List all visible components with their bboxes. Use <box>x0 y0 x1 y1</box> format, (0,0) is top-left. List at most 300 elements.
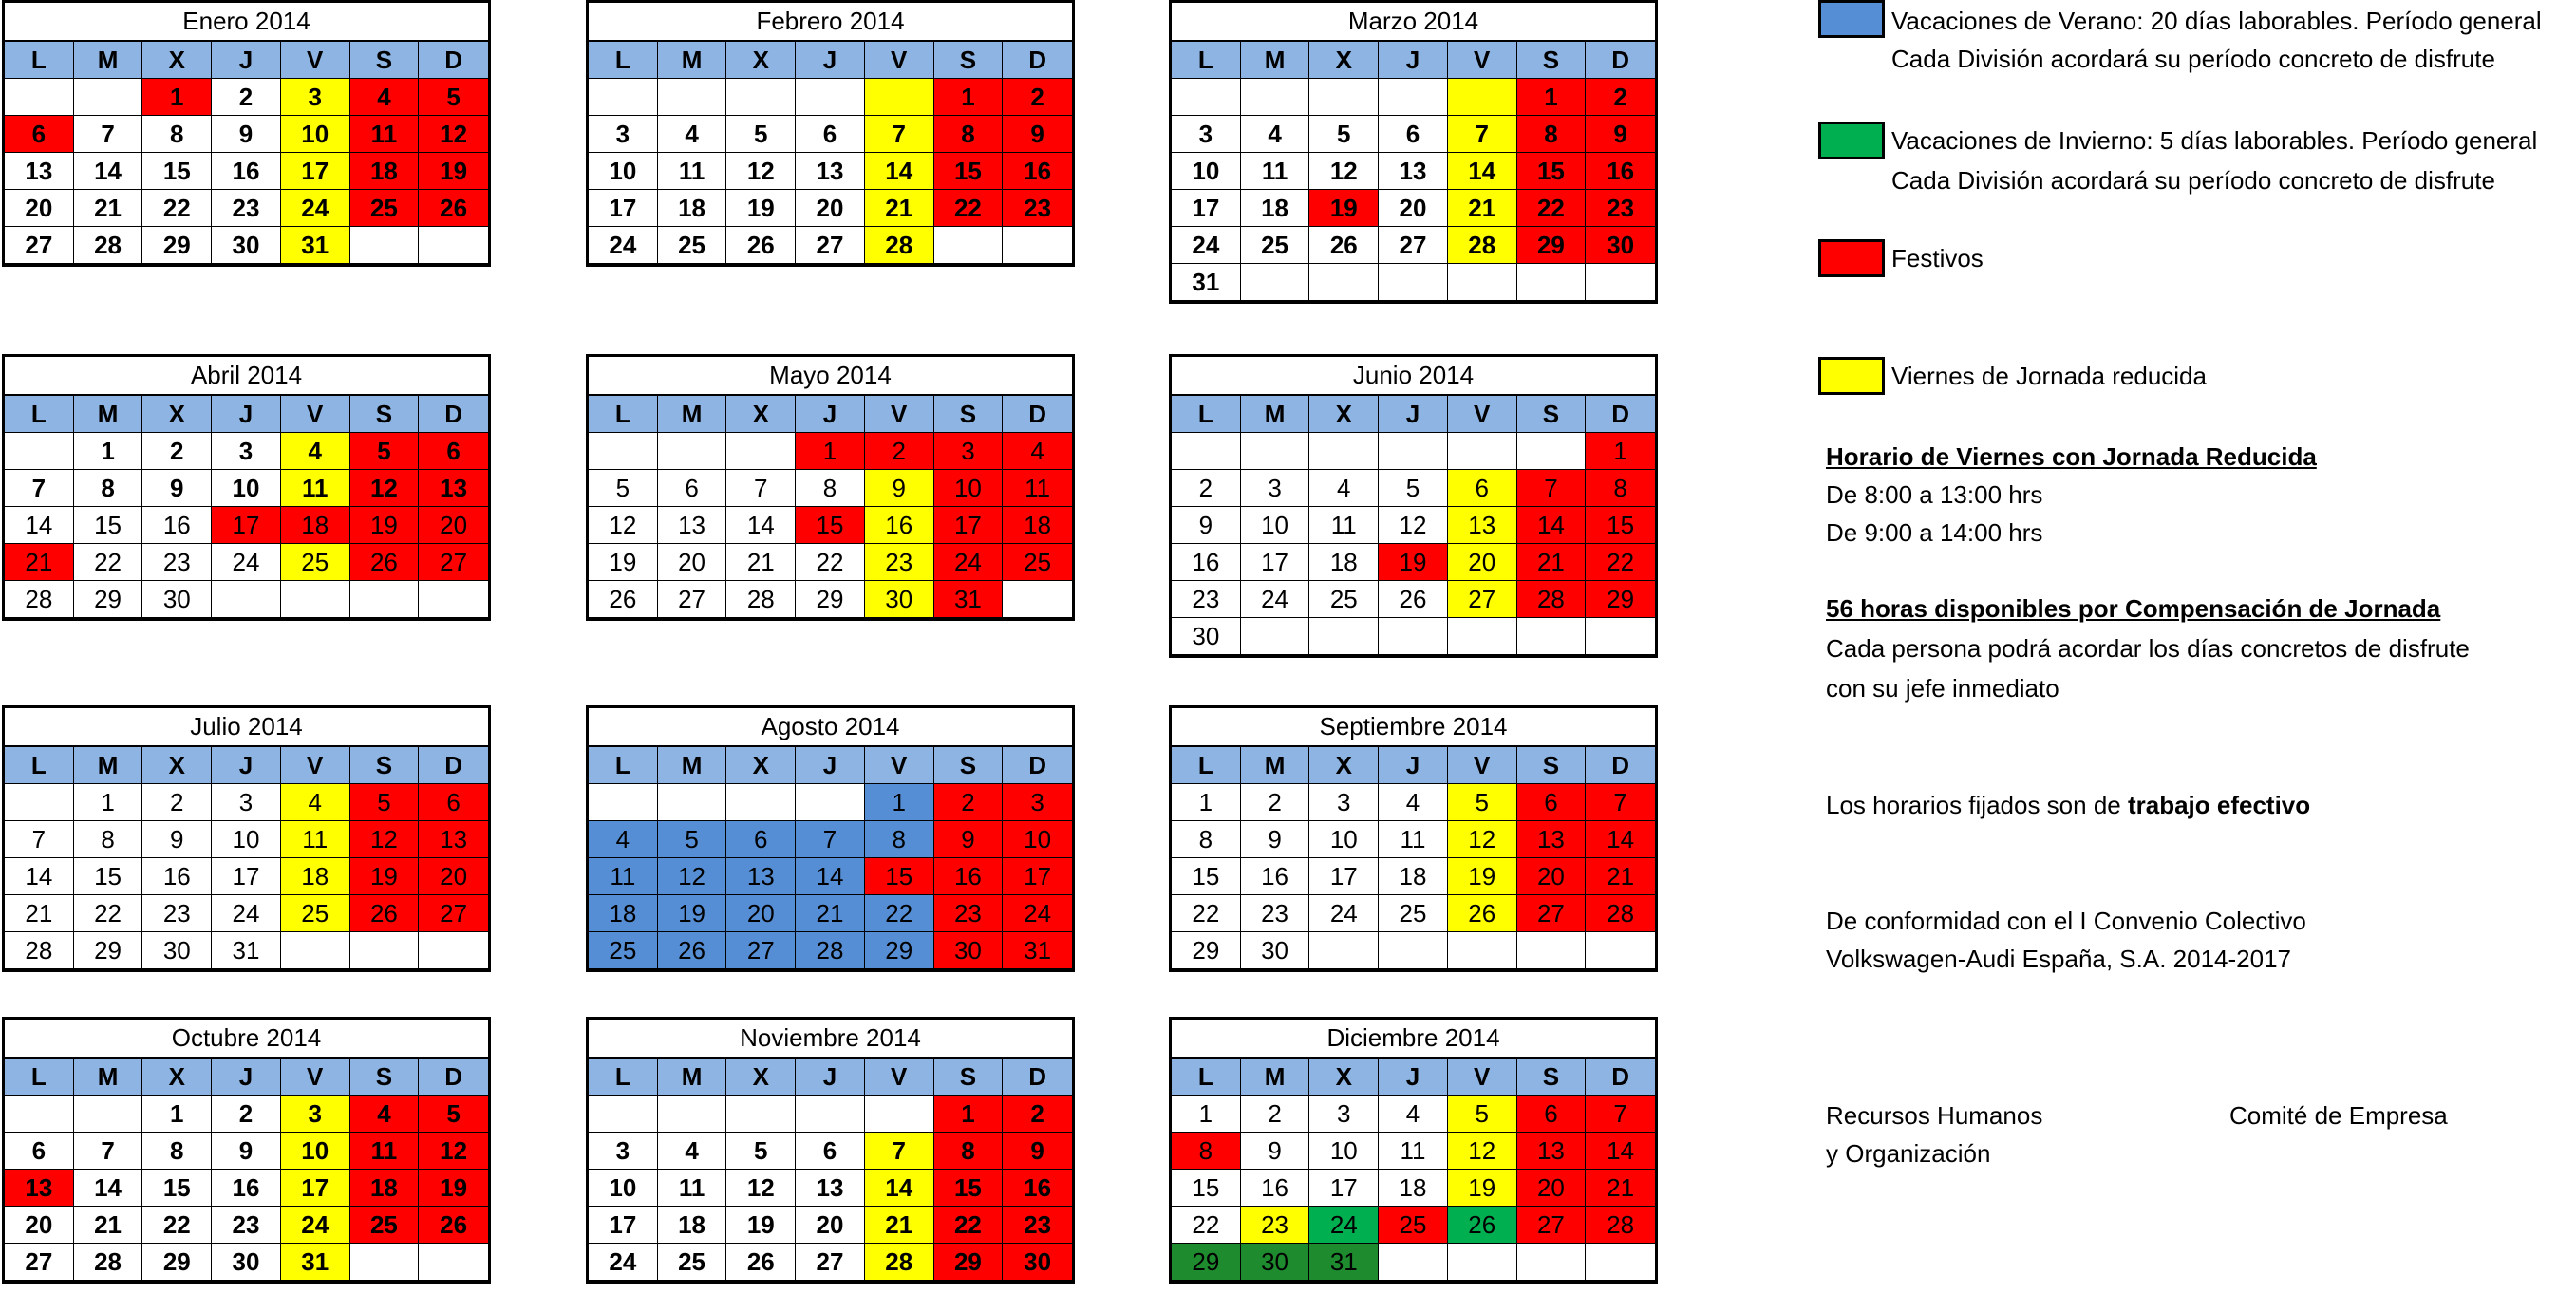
day-cell: 16 <box>1172 544 1241 581</box>
month-calendar <box>586 354 1075 621</box>
day-cell: 26 <box>1379 581 1448 618</box>
weekday-header: J <box>212 42 281 79</box>
day-cell: 9 <box>1003 116 1072 153</box>
day-cell: 15 <box>74 507 143 544</box>
rrhh-line1: Recursos Humanos <box>1826 1101 2043 1130</box>
horario-line2: De 9:00 a 14:00 hrs <box>1826 518 2043 547</box>
day-cell: 14 <box>1517 507 1587 544</box>
weekday-header: M <box>658 747 727 784</box>
day-cell: 20 <box>5 190 74 227</box>
day-cell: 21 <box>74 1207 143 1244</box>
day-cell: 23 <box>1003 190 1072 227</box>
empty-day-cell <box>1379 1244 1448 1281</box>
day-cell: 18 <box>658 1207 727 1244</box>
month-title: Noviembre 2014 <box>589 1020 1072 1059</box>
day-cell: 26 <box>589 581 658 618</box>
day-cell: 18 <box>1003 507 1072 544</box>
day-cell: 20 <box>796 1207 865 1244</box>
empty-day-cell <box>350 581 420 618</box>
day-cell: 26 <box>350 544 420 581</box>
empty-day-cell <box>726 433 796 470</box>
day-cell: 1 <box>1586 433 1655 470</box>
day-cell: 19 <box>589 544 658 581</box>
day-cell: 21 <box>796 895 865 932</box>
day-cell: 5 <box>350 784 420 821</box>
day-cell: 30 <box>1003 1244 1072 1281</box>
day-cell: 9 <box>142 821 212 858</box>
day-cell: 22 <box>1586 544 1655 581</box>
month-title: Marzo 2014 <box>1172 3 1655 42</box>
weekday-header: L <box>1172 42 1241 79</box>
day-cell: 5 <box>1379 470 1448 507</box>
day-cell: 16 <box>1003 1170 1072 1207</box>
day-cell: 10 <box>589 1170 658 1207</box>
day-cell: 23 <box>212 1207 281 1244</box>
day-cell: 5 <box>419 79 488 116</box>
day-cell: 22 <box>142 1207 212 1244</box>
day-cell: 17 <box>212 858 281 895</box>
weekday-header: L <box>589 396 658 433</box>
day-cell: 29 <box>934 1244 1004 1281</box>
weekday-header: M <box>658 1059 727 1096</box>
day-cell: 20 <box>419 858 488 895</box>
day-cell: 27 <box>796 227 865 264</box>
weekday-header: V <box>865 747 934 784</box>
day-cell: 29 <box>1517 227 1587 264</box>
day-cell: 15 <box>1586 507 1655 544</box>
empty-day-cell <box>1586 618 1655 655</box>
day-cell: 16 <box>142 507 212 544</box>
day-cell: 20 <box>796 190 865 227</box>
month-calendar <box>586 0 1075 267</box>
day-cell: 12 <box>1448 1133 1517 1170</box>
day-cell: 4 <box>1379 784 1448 821</box>
day-cell: 24 <box>1309 1207 1379 1244</box>
weekday-header: J <box>212 747 281 784</box>
day-cell: 10 <box>1309 821 1379 858</box>
day-cell: 15 <box>142 153 212 190</box>
day-cell: 8 <box>934 116 1004 153</box>
month-title: Junio 2014 <box>1172 357 1655 396</box>
day-cell: 25 <box>658 227 727 264</box>
day-cell: 4 <box>350 79 420 116</box>
day-cell: 9 <box>934 821 1004 858</box>
day-cell: 3 <box>281 1096 350 1133</box>
day-cell: 14 <box>865 1170 934 1207</box>
month-days-grid <box>5 42 488 264</box>
empty-day-cell <box>1448 79 1517 116</box>
day-cell: 3 <box>1241 470 1310 507</box>
day-cell: 15 <box>1172 858 1241 895</box>
month-calendar <box>2 0 491 267</box>
day-cell: 11 <box>281 821 350 858</box>
day-cell: 12 <box>726 153 796 190</box>
weekday-header: D <box>419 747 488 784</box>
day-cell: 1 <box>796 433 865 470</box>
day-cell: 22 <box>74 544 143 581</box>
month-calendar <box>586 1017 1075 1284</box>
day-cell: 24 <box>212 895 281 932</box>
day-cell: 14 <box>1448 153 1517 190</box>
horas-title: 56 horas disponibles por Compensación de Jornada <box>1826 594 2441 623</box>
weekday-header: X <box>726 396 796 433</box>
month-days-grid <box>5 1059 488 1281</box>
day-cell: 29 <box>142 227 212 264</box>
day-cell: 23 <box>212 190 281 227</box>
day-cell: 31 <box>934 581 1004 618</box>
day-cell: 21 <box>5 544 74 581</box>
day-cell: 30 <box>1241 1244 1310 1281</box>
day-cell: 30 <box>212 1244 281 1281</box>
day-cell: 1 <box>934 1096 1004 1133</box>
day-cell: 13 <box>1517 821 1587 858</box>
day-cell: 4 <box>658 116 727 153</box>
day-cell: 3 <box>1172 116 1241 153</box>
weekday-header: S <box>350 396 420 433</box>
legend-invierno-line2: Cada División acordará su período concreto de disfrute <box>1891 166 2495 195</box>
month-days-grid <box>5 396 488 618</box>
day-cell: 28 <box>796 932 865 969</box>
day-cell: 4 <box>658 1133 727 1170</box>
month-days-grid <box>5 747 488 969</box>
day-cell: 3 <box>212 433 281 470</box>
day-cell: 28 <box>1586 895 1655 932</box>
weekday-header: L <box>1172 747 1241 784</box>
day-cell: 6 <box>796 1133 865 1170</box>
weekday-header: V <box>865 396 934 433</box>
weekday-header: V <box>865 42 934 79</box>
empty-day-cell <box>658 1096 727 1133</box>
day-cell: 17 <box>1172 190 1241 227</box>
day-cell: 29 <box>796 581 865 618</box>
day-cell: 27 <box>726 932 796 969</box>
day-cell: 2 <box>1003 1096 1072 1133</box>
weekday-header: S <box>934 747 1004 784</box>
horas-line2: con su jefe inmediato <box>1826 674 2059 703</box>
day-cell: 10 <box>1003 821 1072 858</box>
day-cell: 4 <box>1003 433 1072 470</box>
empty-day-cell <box>865 1096 934 1133</box>
day-cell: 11 <box>589 858 658 895</box>
day-cell: 8 <box>142 116 212 153</box>
day-cell: 20 <box>1448 544 1517 581</box>
day-cell: 19 <box>350 858 420 895</box>
empty-day-cell <box>74 79 143 116</box>
empty-day-cell <box>1517 1244 1587 1281</box>
day-cell: 27 <box>1448 581 1517 618</box>
day-cell: 25 <box>1003 544 1072 581</box>
day-cell: 22 <box>1172 1207 1241 1244</box>
empty-day-cell <box>589 433 658 470</box>
day-cell: 28 <box>74 1244 143 1281</box>
month-calendar <box>586 705 1075 972</box>
day-cell: 13 <box>658 507 727 544</box>
month-title: Diciembre 2014 <box>1172 1020 1655 1059</box>
day-cell: 16 <box>1003 153 1072 190</box>
day-cell: 26 <box>658 932 727 969</box>
day-cell: 6 <box>419 784 488 821</box>
day-cell: 5 <box>658 821 727 858</box>
day-cell: 26 <box>726 227 796 264</box>
weekday-header: D <box>1003 42 1072 79</box>
weekday-header: S <box>934 1059 1004 1096</box>
day-cell: 11 <box>1309 507 1379 544</box>
day-cell: 13 <box>5 1170 74 1207</box>
empty-day-cell <box>726 1096 796 1133</box>
day-cell: 5 <box>1448 784 1517 821</box>
empty-day-cell <box>796 79 865 116</box>
empty-day-cell <box>1586 932 1655 969</box>
weekday-header: V <box>1448 42 1517 79</box>
day-cell: 21 <box>865 190 934 227</box>
month-title: Septiembre 2014 <box>1172 708 1655 747</box>
day-cell: 9 <box>1586 116 1655 153</box>
month-title: Octubre 2014 <box>5 1020 488 1059</box>
horario-line1: De 8:00 a 13:00 hrs <box>1826 480 2043 509</box>
trabajo-pre: Los horarios fijados son de <box>1826 791 2128 819</box>
day-cell: 10 <box>212 821 281 858</box>
day-cell: 7 <box>1586 784 1655 821</box>
legend-verano-line1: Vacaciones de Verano: 20 días laborables. Período general <box>1891 7 2542 35</box>
day-cell: 8 <box>865 821 934 858</box>
day-cell: 15 <box>1517 153 1587 190</box>
empty-day-cell <box>1003 581 1072 618</box>
month-days-grid <box>1172 1059 1655 1281</box>
empty-day-cell <box>589 1096 658 1133</box>
weekday-header: D <box>1003 747 1072 784</box>
weekday-header: L <box>589 747 658 784</box>
day-cell: 22 <box>796 544 865 581</box>
empty-day-cell <box>1448 264 1517 301</box>
day-cell: 23 <box>1241 1207 1310 1244</box>
day-cell: 24 <box>589 227 658 264</box>
day-cell: 16 <box>212 153 281 190</box>
day-cell: 11 <box>1003 470 1072 507</box>
day-cell: 8 <box>74 470 143 507</box>
day-cell: 30 <box>934 932 1004 969</box>
day-cell: 24 <box>589 1244 658 1281</box>
weekday-header: X <box>1309 42 1379 79</box>
empty-day-cell <box>934 227 1004 264</box>
empty-day-cell <box>1241 264 1310 301</box>
day-cell: 21 <box>865 1207 934 1244</box>
day-cell: 12 <box>589 507 658 544</box>
day-cell: 27 <box>419 544 488 581</box>
day-cell: 9 <box>865 470 934 507</box>
day-cell: 28 <box>1448 227 1517 264</box>
day-cell: 21 <box>1448 190 1517 227</box>
empty-day-cell <box>1517 433 1587 470</box>
day-cell: 23 <box>1241 895 1310 932</box>
weekday-header: X <box>142 747 212 784</box>
empty-day-cell <box>1586 264 1655 301</box>
day-cell: 17 <box>1003 858 1072 895</box>
empty-day-cell <box>658 784 727 821</box>
day-cell: 2 <box>1003 79 1072 116</box>
day-cell: 12 <box>726 1170 796 1207</box>
empty-day-cell <box>350 227 420 264</box>
day-cell: 31 <box>281 1244 350 1281</box>
month-calendar <box>1169 1017 1658 1284</box>
day-cell: 7 <box>5 470 74 507</box>
empty-day-cell <box>1309 433 1379 470</box>
day-cell: 24 <box>212 544 281 581</box>
day-cell: 11 <box>350 116 420 153</box>
day-cell: 10 <box>281 1133 350 1170</box>
day-cell: 5 <box>589 470 658 507</box>
day-cell: 25 <box>350 190 420 227</box>
day-cell: 10 <box>1309 1133 1379 1170</box>
day-cell: 17 <box>281 153 350 190</box>
day-cell: 16 <box>142 858 212 895</box>
day-cell: 3 <box>589 1133 658 1170</box>
day-cell: 23 <box>1003 1207 1072 1244</box>
empty-day-cell <box>1172 79 1241 116</box>
day-cell: 17 <box>589 1207 658 1244</box>
day-cell: 24 <box>281 190 350 227</box>
day-cell: 7 <box>5 821 74 858</box>
day-cell: 3 <box>1003 784 1072 821</box>
empty-day-cell <box>796 1096 865 1133</box>
day-cell: 11 <box>1241 153 1310 190</box>
day-cell: 14 <box>5 858 74 895</box>
day-cell: 2 <box>212 79 281 116</box>
weekday-header: M <box>658 396 727 433</box>
day-cell: 2 <box>142 784 212 821</box>
day-cell: 10 <box>281 116 350 153</box>
empty-day-cell <box>589 79 658 116</box>
weekday-header: V <box>1448 396 1517 433</box>
day-cell: 9 <box>212 1133 281 1170</box>
empty-day-cell <box>726 79 796 116</box>
day-cell: 22 <box>934 190 1004 227</box>
day-cell: 6 <box>1379 116 1448 153</box>
day-cell: 12 <box>350 470 420 507</box>
empty-day-cell <box>281 581 350 618</box>
day-cell: 2 <box>212 1096 281 1133</box>
rrhh-line2: y Organización <box>1826 1139 1991 1168</box>
day-cell: 19 <box>726 1207 796 1244</box>
empty-day-cell <box>1448 433 1517 470</box>
day-cell: 1 <box>142 79 212 116</box>
day-cell: 31 <box>1309 1244 1379 1281</box>
empty-day-cell <box>1172 433 1241 470</box>
day-cell: 12 <box>350 821 420 858</box>
day-cell: 13 <box>726 858 796 895</box>
day-cell: 23 <box>1586 190 1655 227</box>
day-cell: 5 <box>350 433 420 470</box>
day-cell: 9 <box>212 116 281 153</box>
day-cell: 15 <box>74 858 143 895</box>
day-cell: 10 <box>1241 507 1310 544</box>
weekday-header: X <box>1309 396 1379 433</box>
day-cell: 20 <box>1517 1170 1587 1207</box>
day-cell: 30 <box>865 581 934 618</box>
empty-day-cell <box>1448 618 1517 655</box>
day-cell: 9 <box>142 470 212 507</box>
day-cell: 20 <box>5 1207 74 1244</box>
empty-day-cell <box>1241 79 1310 116</box>
day-cell: 18 <box>658 190 727 227</box>
day-cell: 17 <box>1309 1170 1379 1207</box>
day-cell: 20 <box>419 507 488 544</box>
day-cell: 25 <box>1241 227 1310 264</box>
day-cell: 29 <box>74 581 143 618</box>
legend-festivos: Festivos <box>1891 244 1984 272</box>
empty-day-cell <box>1379 264 1448 301</box>
weekday-header: V <box>281 42 350 79</box>
empty-day-cell <box>1003 227 1072 264</box>
day-cell: 14 <box>74 153 143 190</box>
day-cell: 8 <box>796 470 865 507</box>
legend-swatch-viernes <box>1818 357 1885 395</box>
day-cell: 14 <box>796 858 865 895</box>
day-cell: 18 <box>350 153 420 190</box>
weekday-header: L <box>589 42 658 79</box>
day-cell: 21 <box>1586 1170 1655 1207</box>
day-cell: 16 <box>934 858 1004 895</box>
month-title: Abril 2014 <box>5 357 488 396</box>
month-days-grid <box>589 396 1072 618</box>
day-cell: 19 <box>1448 858 1517 895</box>
day-cell: 27 <box>658 581 727 618</box>
day-cell: 7 <box>865 1133 934 1170</box>
day-cell: 7 <box>796 821 865 858</box>
day-cell: 19 <box>1379 544 1448 581</box>
day-cell: 6 <box>1448 470 1517 507</box>
day-cell: 24 <box>1241 581 1310 618</box>
weekday-header: D <box>1586 396 1655 433</box>
weekday-header: S <box>350 42 420 79</box>
empty-day-cell <box>1309 264 1379 301</box>
day-cell: 27 <box>419 895 488 932</box>
day-cell: 30 <box>142 932 212 969</box>
day-cell: 23 <box>142 544 212 581</box>
day-cell: 1 <box>74 784 143 821</box>
day-cell: 25 <box>281 544 350 581</box>
day-cell: 6 <box>658 470 727 507</box>
day-cell: 28 <box>726 581 796 618</box>
weekday-header: J <box>1379 1059 1448 1096</box>
day-cell: 7 <box>1448 116 1517 153</box>
weekday-header: J <box>1379 747 1448 784</box>
day-cell: 30 <box>1586 227 1655 264</box>
month-days-grid <box>589 42 1072 264</box>
empty-day-cell <box>419 581 488 618</box>
day-cell: 31 <box>281 227 350 264</box>
day-cell: 3 <box>934 433 1004 470</box>
day-cell: 2 <box>1586 79 1655 116</box>
weekday-header: L <box>5 747 74 784</box>
empty-day-cell <box>74 1096 143 1133</box>
day-cell: 18 <box>281 507 350 544</box>
day-cell: 11 <box>1379 821 1448 858</box>
weekday-header: J <box>1379 396 1448 433</box>
day-cell: 6 <box>1517 1096 1587 1133</box>
day-cell: 1 <box>74 433 143 470</box>
empty-day-cell <box>1379 932 1448 969</box>
day-cell: 6 <box>5 116 74 153</box>
weekday-header: S <box>1517 396 1587 433</box>
day-cell: 1 <box>142 1096 212 1133</box>
day-cell: 29 <box>1172 932 1241 969</box>
day-cell: 30 <box>142 581 212 618</box>
day-cell: 15 <box>865 858 934 895</box>
day-cell: 3 <box>1309 1096 1379 1133</box>
day-cell: 18 <box>1309 544 1379 581</box>
weekday-header: J <box>1379 42 1448 79</box>
empty-day-cell <box>1241 618 1310 655</box>
